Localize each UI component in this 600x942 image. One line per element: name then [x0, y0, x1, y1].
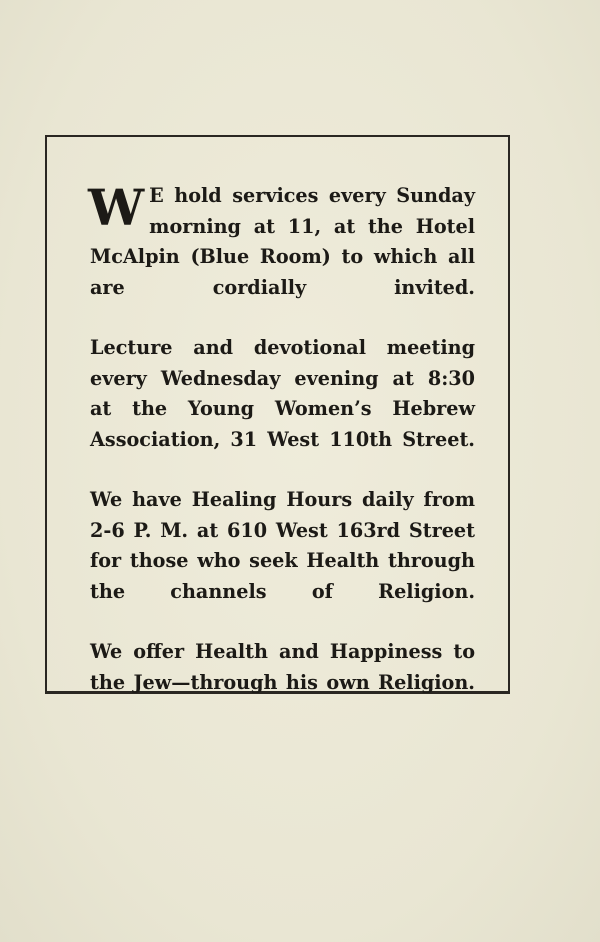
text-line: the Jew—through his own Religion.	[90, 670, 475, 694]
notice-content	[88, 178, 475, 728]
text-line: the channels of Religion.	[90, 579, 475, 603]
text-line: for those who seek Health through	[90, 549, 475, 572]
text-line: E hold services every Sunday	[149, 184, 475, 207]
offer-paragraph	[90, 637, 475, 698]
text-line: 2-6 P. M. at 610 West 163rd Street	[90, 518, 475, 542]
notice-box	[45, 135, 510, 693]
text-line: every Wednesday evening at 8:30	[90, 366, 475, 390]
text-line: are cordially invited.	[90, 275, 475, 299]
text-line: at the Young Women’s Hebrew	[90, 397, 475, 420]
healing-hours-paragraph	[90, 485, 475, 607]
lecture-paragraph	[90, 333, 475, 455]
text-line: McAlpin (Blue Room) to which all	[90, 245, 475, 268]
drop-cap: W	[88, 178, 145, 237]
text-line: We offer Health and Happiness to	[90, 640, 475, 663]
text-line: morning at 11, at the Hotel	[149, 214, 475, 238]
text-line: We have Healing Hours daily from	[90, 488, 475, 511]
services-paragraph	[88, 178, 475, 303]
text-line: Lecture and devotional meeting	[90, 336, 475, 359]
text-line: Association, 31 West 110th Street.	[90, 427, 475, 451]
